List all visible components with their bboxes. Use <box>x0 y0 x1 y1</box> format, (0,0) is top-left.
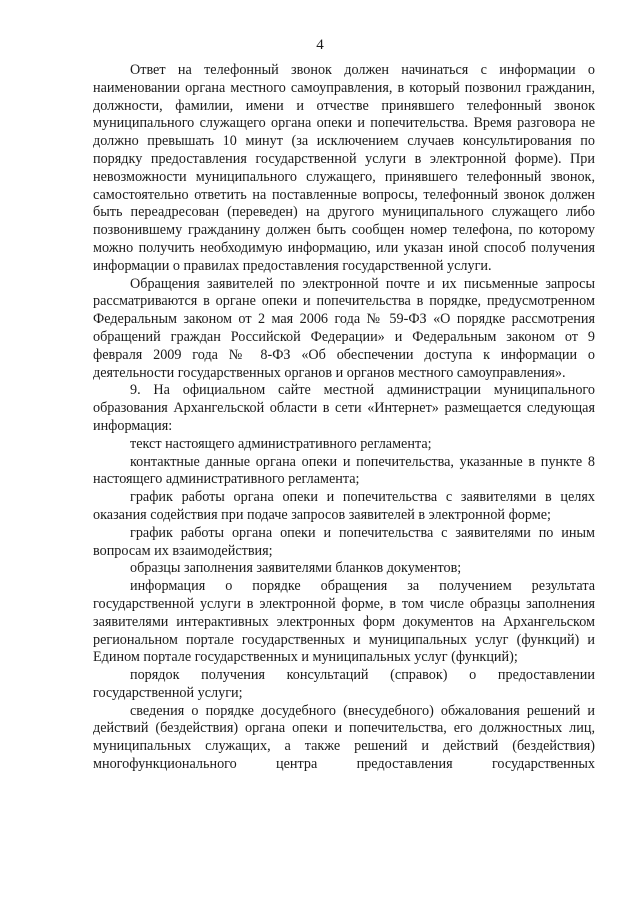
list-item-consultations: порядок получения консультаций (справок) о предоставлении государственной услуги; <box>93 667 595 701</box>
list-item-result-procedure: информация о порядке обращения за получением результата государственной услуги в электронной форме, в том числе образцы заполнения заявителями интерактивных электронных форм документов на Архангельском региональном портале государственных и муниципальных услуг (функций) и Едином портале государственных и муниципальных услуг (функций); <box>93 578 595 666</box>
paragraph-section-9: 9. На официальном сайте местной администрации муниципального образования Архангельской области в сети «Интернет» размещается следующая информация: <box>93 382 595 434</box>
list-item-regulation-text: текст настоящего административного регламента; <box>130 435 432 452</box>
list-item-appeal-procedure: сведения о порядке досудебного (внесудебного) обжалования решений и действий (бездействия) органа опеки и попечительства, его должностных лиц, муниципальных служащих, а также решений и действий (бездействия) многофункционального центра предоставления государственных <box>93 702 595 773</box>
list-item-schedule-other: график работы органа опеки и попечительства с заявителями по иным вопросам их взаимодействия; <box>93 524 595 559</box>
list-item-form-samples: образцы заполнения заявителями бланков документов; <box>130 560 462 577</box>
page-number: 4 <box>316 37 324 53</box>
document-body <box>93 62 595 774</box>
paragraph-phone-answer: Ответ на телефонный звонок должен начинаться с информации о наименовании органа местного самоуправления, в который позвонил гражданин, должности, фамилии, имени и отчестве принявшего телефонный звонок муниципального служащего органа опеки и попечительства. Время разговора не должно превышать 10 минут (за исключением случаев консультирования по порядку предоставления государственной услуги в электронной форме). При невозможности муниципального служащего, принявшего телефонный звонок, самостоятельно ответить на поставленные вопросы, телефонный звонок должен быть переадресован (переведен) на другого муниципального служащего либо позвонившему гражданину должен быть сообщен номер телефона, по которому можно получить необходимую информацию, или указан иной способ получения информации о правилах предоставления государственной услуги. <box>93 62 595 274</box>
paragraph-written-requests: Обращения заявителей по электронной почте и их письменные запросы рассматриваются в органе опеки и попечительства в порядке, предусмотренном Федеральным законом от 2 мая 2006 года № 59-ФЗ «О порядке рассмотрения обращений граждан Российской Федерации» и Федеральным законом от 9 февраля 2009 года № 8-ФЗ «Об обеспечении доступа к информации о деятельности государственных органов и органов местного самоуправления». <box>93 275 595 381</box>
list-item-contact-data: контактные данные органа опеки и попечительства, указанные в пункте 8 настоящего административного регламента; <box>93 453 595 488</box>
list-item-schedule-electronic: график работы органа опеки и попечительства с заявителями в целях оказания содействия при подаче запросов заявителей в электронной форме; <box>93 489 595 523</box>
